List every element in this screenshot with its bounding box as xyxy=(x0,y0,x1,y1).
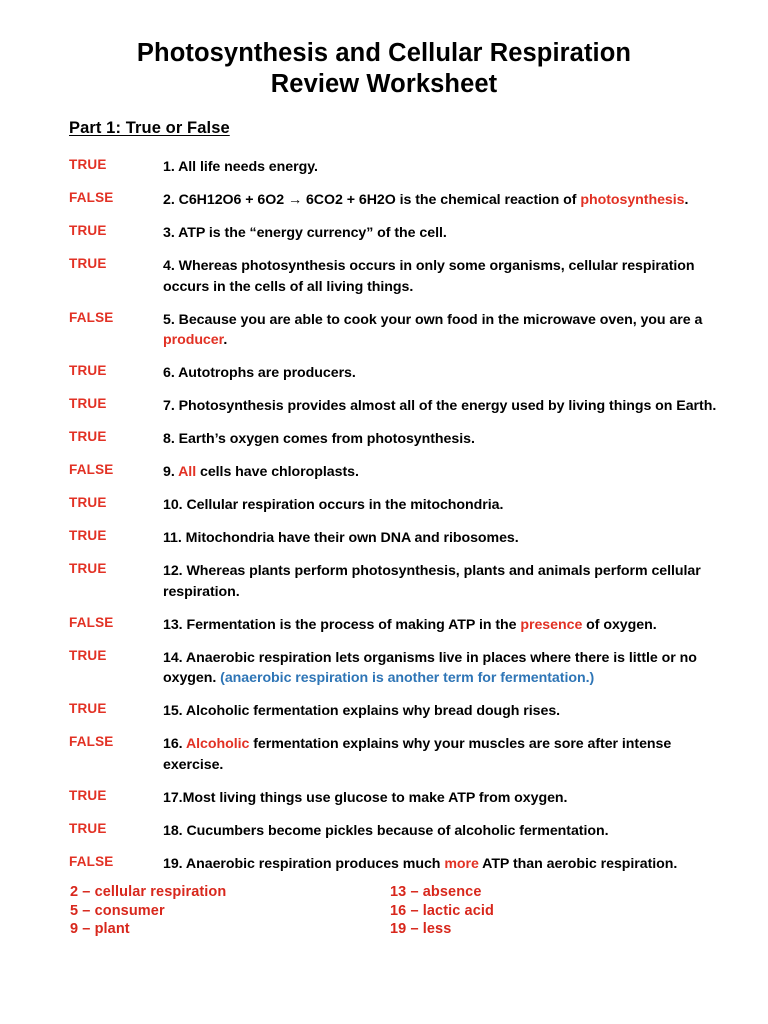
text-segment: 4. Whereas photosynthesis occurs in only some organisms, cellular respiration occurs in the cells of all living things. xyxy=(163,258,695,295)
answer-label: TRUE xyxy=(69,528,107,543)
question-row xyxy=(0,429,768,450)
answer-key-entry: 16 – lactic acid xyxy=(390,902,494,919)
text-segment: 7. Photosynthesis provides almost all of the energy used by living things on Earth. xyxy=(163,398,717,414)
question-text xyxy=(163,615,720,636)
text-segment: 16. xyxy=(163,736,186,752)
question-row xyxy=(0,462,768,483)
question-row xyxy=(0,648,768,689)
question-list xyxy=(0,157,768,887)
question-text xyxy=(163,310,720,351)
text-segment: 1. All life needs energy. xyxy=(163,159,318,175)
text-segment: 6. Autotrophs are producers. xyxy=(163,365,356,381)
question-row xyxy=(0,157,768,178)
question-row xyxy=(0,495,768,516)
question-row xyxy=(0,190,768,211)
answer-label: FALSE xyxy=(69,462,114,477)
highlighted-term: producer xyxy=(163,332,224,348)
text-segment: 14. Anaerobic respiration lets organisms live in places where there is little or no oxygen. xyxy=(163,649,697,686)
text-segment: . xyxy=(684,192,689,208)
question-row xyxy=(0,363,768,384)
title-line-1: Photosynthesis and Cellular Respiration xyxy=(136,39,632,67)
question-row xyxy=(0,701,768,722)
question-text xyxy=(163,495,720,516)
question-text xyxy=(163,821,720,842)
answer-key-right-column xyxy=(390,883,494,939)
text-segment: of oxygen. xyxy=(582,616,657,633)
answer-label: FALSE xyxy=(69,853,114,869)
text-segment: fermentation explains why your muscles are sore after intense exercise. xyxy=(163,736,672,773)
answer-label: TRUE xyxy=(69,495,107,510)
page-title xyxy=(0,38,768,100)
highlighted-term: more xyxy=(444,855,479,872)
text-segment: 11. Mitochondria have their own DNA and ribosomes. xyxy=(163,530,519,546)
question-text xyxy=(163,256,720,297)
question-row xyxy=(0,528,768,549)
highlighted-term: presence xyxy=(520,616,583,633)
question-text xyxy=(163,734,720,775)
question-row xyxy=(0,396,768,417)
answer-label: FALSE xyxy=(69,734,114,749)
answer-key-left-column xyxy=(70,883,226,939)
answer-key-entry: 19 – less xyxy=(390,921,452,937)
highlighted-term: photosynthesis xyxy=(580,192,685,208)
answer-label: TRUE xyxy=(69,647,107,663)
question-row xyxy=(0,561,768,602)
answer-key-entry: 13 – absence xyxy=(390,884,482,900)
answer-key-entry: 9 – plant xyxy=(70,921,130,937)
section-header-part-1: Part 1: True or False xyxy=(69,119,230,137)
question-text xyxy=(163,854,720,875)
question-row xyxy=(0,310,768,351)
answer-label: TRUE xyxy=(69,223,107,238)
text-segment: 13. Fermentation is the process of making ATP in the xyxy=(163,616,521,633)
question-text xyxy=(163,363,720,384)
question-row xyxy=(0,734,768,775)
question-text xyxy=(163,701,720,722)
question-row xyxy=(0,821,768,842)
question-text xyxy=(163,788,720,809)
answer-label: FALSE xyxy=(69,309,114,325)
question-text xyxy=(163,528,720,549)
highlighted-term: Alcoholic xyxy=(185,736,250,752)
answer-label: TRUE xyxy=(69,561,107,576)
answer-label: FALSE xyxy=(69,190,114,205)
text-segment: 3. ATP is the “energy currency” of the cell. xyxy=(163,225,447,241)
title-line-2: Review Worksheet xyxy=(270,70,498,98)
question-row xyxy=(0,854,768,875)
answer-label: FALSE xyxy=(69,614,114,630)
answer-key-entry: 2 – cellular respiration xyxy=(70,884,227,900)
text-segment: 17.Most living things use glucose to make ATP from oxygen. xyxy=(163,789,568,806)
answer-label: TRUE xyxy=(69,429,107,444)
answer-label: TRUE xyxy=(69,396,107,411)
answer-label: TRUE xyxy=(69,363,107,378)
text-segment: 2. C6H12O6 + 6O2 → 6CO2 + 6H2O is the chemical reaction of xyxy=(163,192,581,208)
highlighted-term: (anaerobic respiration is another term for fermentation.) xyxy=(220,670,595,686)
question-row xyxy=(0,223,768,244)
text-segment: cells have chloroplasts. xyxy=(196,464,359,480)
answer-label: TRUE xyxy=(69,701,107,716)
question-row xyxy=(0,788,768,809)
question-text xyxy=(163,157,720,178)
answer-label: TRUE xyxy=(69,157,107,172)
text-segment: 9. xyxy=(163,464,179,480)
highlighted-term: All xyxy=(178,464,197,480)
text-segment: 19. Anaerobic respiration produces much xyxy=(163,855,445,872)
question-text xyxy=(163,396,720,417)
text-segment: 10. Cellular respiration occurs in the mitochondria. xyxy=(163,497,504,513)
text-segment: 12. Whereas plants perform photosynthesis, plants and animals perform cellular respiration. xyxy=(163,563,701,600)
question-text xyxy=(163,648,720,689)
answer-key-entry: 5 – consumer xyxy=(70,902,165,919)
text-segment: 15. Alcoholic fermentation explains why bread dough rises. xyxy=(163,703,561,719)
answer-label: TRUE xyxy=(69,787,107,803)
question-text xyxy=(163,223,720,244)
text-segment: ATP than aerobic respiration. xyxy=(478,855,678,872)
question-row xyxy=(0,615,768,636)
question-text xyxy=(163,190,720,211)
answer-label: TRUE xyxy=(69,820,107,836)
text-segment: 18. Cucumbers become pickles because of alcoholic fermentation. xyxy=(163,822,609,839)
text-segment: 5. Because you are able to cook your own food in the microwave oven, you are a xyxy=(163,311,703,328)
text-segment: . xyxy=(223,332,228,348)
question-text xyxy=(163,462,720,483)
answer-label: TRUE xyxy=(69,256,107,271)
question-row xyxy=(0,256,768,297)
question-text xyxy=(163,429,720,450)
text-segment: 8. Earth’s oxygen comes from photosynthesis. xyxy=(163,431,475,447)
question-text xyxy=(163,561,720,602)
